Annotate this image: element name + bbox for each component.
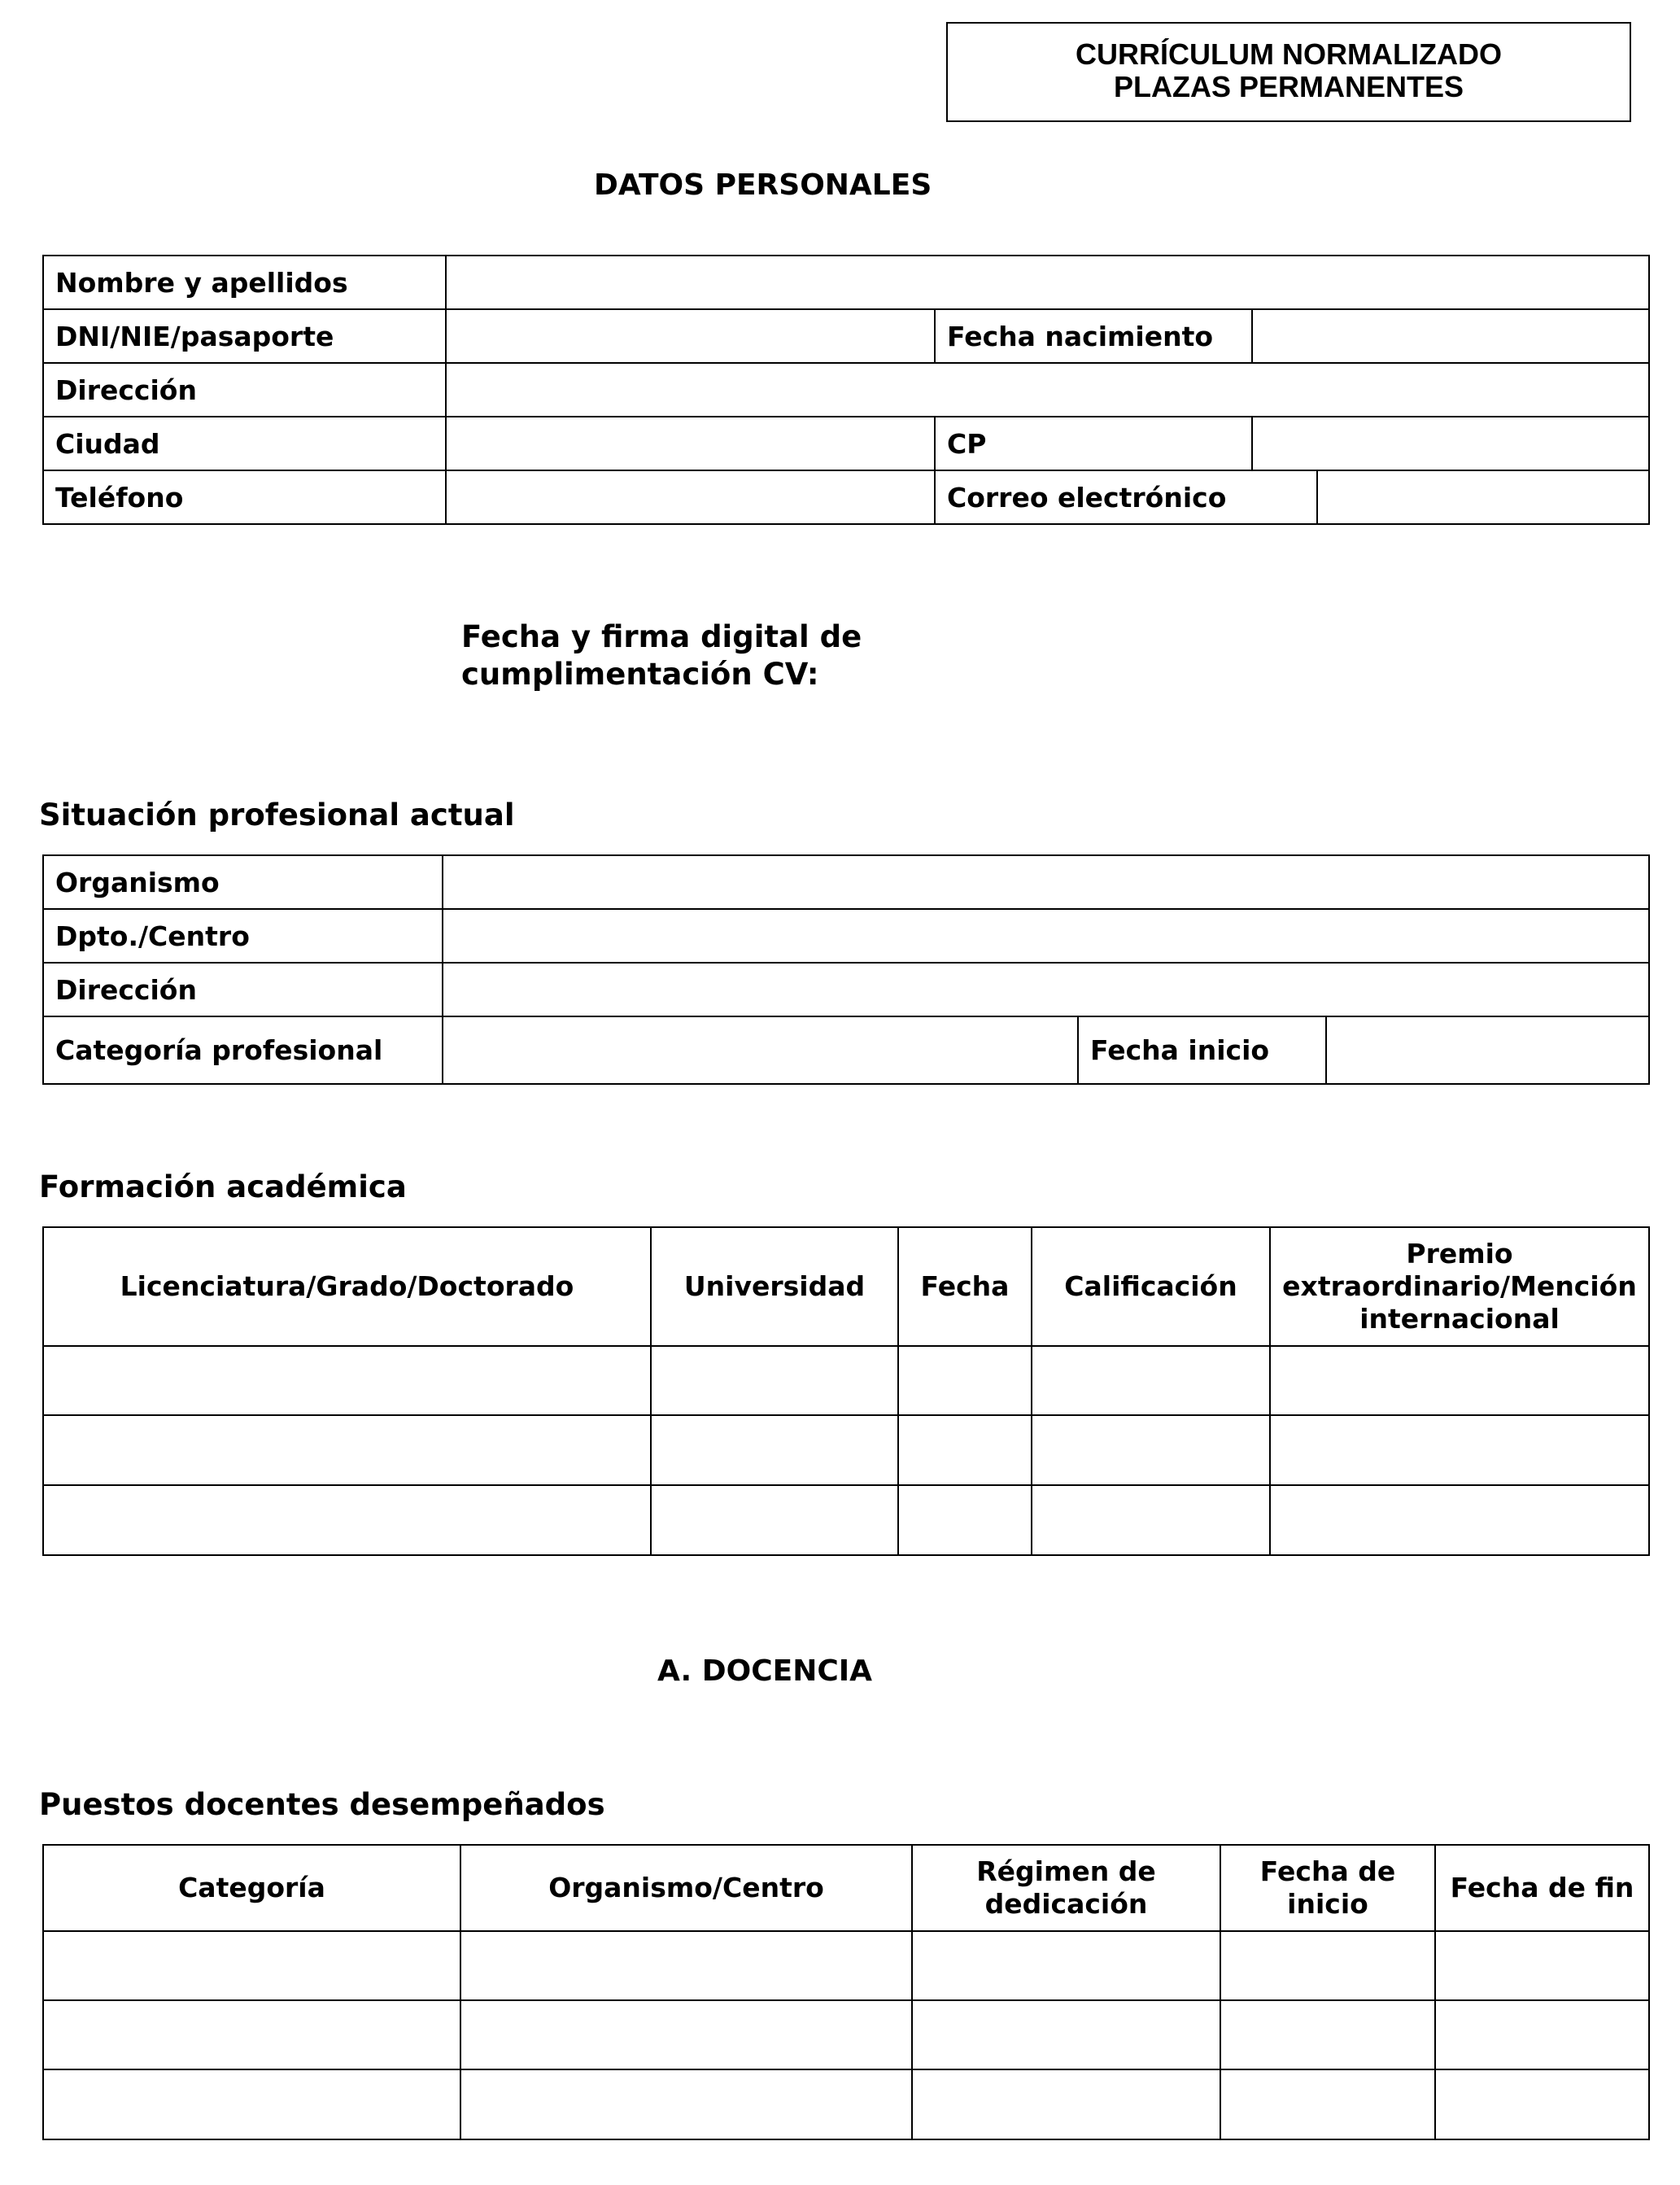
firma-line2: cumplimentación CV:: [461, 657, 819, 692]
table-row: [43, 1346, 1649, 1415]
categoria-field[interactable]: [443, 1016, 1078, 1084]
form-header-line2: PLAZAS PERMANENTES: [1113, 70, 1464, 103]
situacion-title: Situación profesional actual: [39, 798, 515, 832]
telefono-label: Teléfono: [43, 470, 446, 524]
docencia-title: A. DOCENCIA: [657, 1654, 873, 1688]
table-header-row: [43, 1227, 1649, 1346]
column-header: Premio extraordinario/Mención internacional: [1270, 1227, 1649, 1346]
column-header: Fecha: [898, 1227, 1032, 1346]
column-header: Fecha de inicio: [1220, 1845, 1435, 1931]
table-row: [43, 417, 1649, 470]
column-header: Categoría: [43, 1845, 460, 1931]
firma-line1: Fecha y firma digital de: [461, 619, 862, 654]
table-cell[interactable]: [43, 2069, 460, 2139]
situacion-table: [42, 854, 1650, 1085]
fecha-nacimiento-field[interactable]: [1252, 309, 1649, 363]
table-header-row: [43, 1845, 1649, 1931]
cp-field[interactable]: [1252, 417, 1649, 470]
firma-label: [461, 618, 862, 693]
fecha-inicio-label: Fecha inicio: [1078, 1016, 1326, 1084]
direccion-label: Dirección: [43, 363, 446, 417]
table-row: [43, 1415, 1649, 1485]
fecha-nacimiento-label: Fecha nacimiento: [935, 309, 1252, 363]
table-row: [43, 2000, 1649, 2069]
column-header: Régimen de dedicación: [912, 1845, 1220, 1931]
table-cell[interactable]: [1220, 2069, 1435, 2139]
table-cell[interactable]: [43, 1346, 651, 1415]
table-cell[interactable]: [912, 2000, 1220, 2069]
table-cell[interactable]: [651, 1485, 898, 1555]
organismo-field[interactable]: [443, 855, 1649, 909]
form-header-box: [946, 22, 1631, 122]
organismo-label: Organismo: [43, 855, 443, 909]
table-cell[interactable]: [43, 1931, 460, 2000]
table-cell[interactable]: [1032, 1346, 1270, 1415]
datos-personales-title: DATOS PERSONALES: [594, 168, 932, 202]
direccion-field[interactable]: [446, 363, 1649, 417]
table-cell[interactable]: [898, 1346, 1032, 1415]
table-cell[interactable]: [1220, 2000, 1435, 2069]
table-cell[interactable]: [1435, 2069, 1649, 2139]
column-header: Universidad: [651, 1227, 898, 1346]
table-row: [43, 256, 1649, 309]
puestos-table: [42, 1844, 1650, 2140]
table-cell[interactable]: [1435, 2000, 1649, 2069]
formacion-table: [42, 1226, 1650, 1556]
formacion-title: Formación académica: [39, 1169, 407, 1204]
table-cell[interactable]: [460, 2000, 912, 2069]
correo-field[interactable]: [1317, 470, 1649, 524]
dpto-field[interactable]: [443, 909, 1649, 963]
table-cell[interactable]: [912, 1931, 1220, 2000]
categoria-label: Categoría profesional: [43, 1016, 443, 1084]
table-cell[interactable]: [651, 1415, 898, 1485]
table-cell[interactable]: [1270, 1415, 1649, 1485]
table-cell[interactable]: [43, 1415, 651, 1485]
column-header: Organismo/Centro: [460, 1845, 912, 1931]
table-row: [43, 855, 1649, 909]
correo-label: Correo electrónico: [935, 470, 1317, 524]
table-row: [43, 1485, 1649, 1555]
telefono-field[interactable]: [446, 470, 935, 524]
situacion-direccion-field[interactable]: [443, 963, 1649, 1016]
column-header: Fecha de fin: [1435, 1845, 1649, 1931]
dpto-label: Dpto./Centro: [43, 909, 443, 963]
table-cell[interactable]: [43, 1485, 651, 1555]
table-cell[interactable]: [1270, 1346, 1649, 1415]
table-cell[interactable]: [1435, 1931, 1649, 2000]
form-header-line1: CURRÍCULUM NORMALIZADO: [1076, 37, 1502, 71]
table-cell[interactable]: [1270, 1485, 1649, 1555]
column-header: Licenciatura/Grado/Doctorado: [43, 1227, 651, 1346]
nombre-field[interactable]: [446, 256, 1649, 309]
table-row: [43, 909, 1649, 963]
nombre-label: Nombre y apellidos: [43, 256, 446, 309]
table-cell[interactable]: [651, 1346, 898, 1415]
table-row: [43, 470, 1649, 524]
table-cell[interactable]: [460, 1931, 912, 2000]
table-row: [43, 1931, 1649, 2000]
situacion-direccion-label: Dirección: [43, 963, 443, 1016]
dni-label: DNI/NIE/pasaporte: [43, 309, 446, 363]
ciudad-field[interactable]: [446, 417, 935, 470]
table-row: [43, 363, 1649, 417]
table-row: [43, 309, 1649, 363]
table-cell[interactable]: [898, 1485, 1032, 1555]
table-cell[interactable]: [460, 2069, 912, 2139]
fecha-inicio-field[interactable]: [1326, 1016, 1649, 1084]
table-cell[interactable]: [1032, 1415, 1270, 1485]
table-cell[interactable]: [898, 1415, 1032, 1485]
column-header: Calificación: [1032, 1227, 1270, 1346]
cp-label: CP: [935, 417, 1252, 470]
puestos-title: Puestos docentes desempeñados: [39, 1787, 605, 1822]
table-cell[interactable]: [43, 2000, 460, 2069]
ciudad-label: Ciudad: [43, 417, 446, 470]
dni-field[interactable]: [446, 309, 935, 363]
table-cell[interactable]: [1032, 1485, 1270, 1555]
table-row: [43, 1016, 1649, 1084]
table-cell[interactable]: [912, 2069, 1220, 2139]
table-row: [43, 963, 1649, 1016]
datos-personales-table: [42, 255, 1650, 525]
table-row: [43, 2069, 1649, 2139]
table-cell[interactable]: [1220, 1931, 1435, 2000]
